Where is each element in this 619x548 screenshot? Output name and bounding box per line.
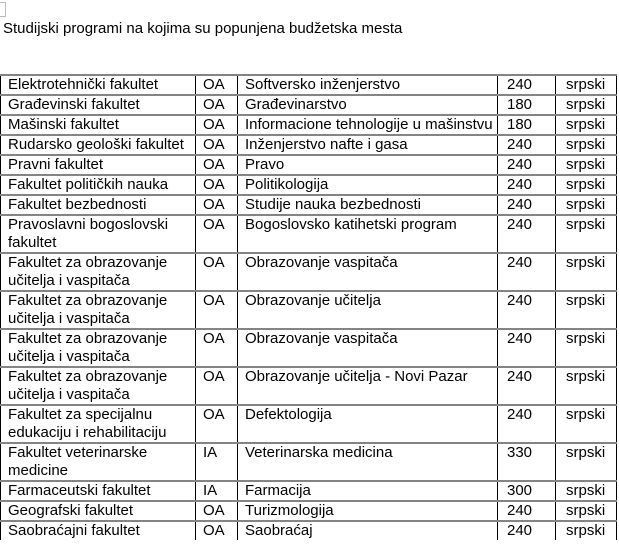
cell-language: srpski xyxy=(556,115,617,135)
cell-type: OA xyxy=(196,75,238,95)
cell-language: srpski xyxy=(556,501,617,521)
cell-language: srpski xyxy=(556,75,617,95)
cell-places: 240 xyxy=(498,75,556,95)
cell-type: IA xyxy=(196,481,238,501)
table-row xyxy=(1,367,617,405)
cell-language: srpski xyxy=(556,95,617,115)
cell-faculty: Fakultet bezbednosti xyxy=(1,195,196,215)
cell-places: 180 xyxy=(498,95,556,115)
cell-language: srpski xyxy=(556,405,617,443)
cell-program: Obrazovanje vaspitača xyxy=(238,253,498,291)
cell-faculty: Pravni fakultet xyxy=(1,155,196,175)
cell-program: Obrazovanje učitelja xyxy=(238,291,498,329)
cell-faculty: Elektrotehnički fakultet xyxy=(1,75,196,95)
cell-places: 240 xyxy=(498,253,556,291)
cell-type: OA xyxy=(196,135,238,155)
cell-language: srpski xyxy=(556,521,617,540)
cell-faculty: Fakultet za obrazovanje učitelja i vaspitača xyxy=(1,253,196,291)
table-row xyxy=(1,135,617,155)
cell-language: srpski xyxy=(556,155,617,175)
cell-type: OA xyxy=(196,115,238,135)
cell-program: Studije nauka bezbednosti xyxy=(238,195,498,215)
cell-program: Turizmologija xyxy=(238,501,498,521)
cell-places: 240 xyxy=(498,405,556,443)
cell-type: OA xyxy=(196,155,238,175)
cell-places: 240 xyxy=(498,501,556,521)
table-row xyxy=(1,115,617,135)
cell-program: Građevinarstvo xyxy=(238,95,498,115)
cell-places: 240 xyxy=(498,521,556,540)
cell-program: Obrazovanje učitelja - Novi Pazar xyxy=(238,367,498,405)
cell-type: IA xyxy=(196,443,238,481)
cell-program: Politikologija xyxy=(238,175,498,195)
cell-program: Farmacija xyxy=(238,481,498,501)
cell-places: 240 xyxy=(498,215,556,253)
table-row xyxy=(1,443,617,481)
cell-program: Obrazovanje vaspitača xyxy=(238,329,498,367)
cell-language: srpski xyxy=(556,367,617,405)
cell-faculty: Geografski fakultet xyxy=(1,501,196,521)
cell-language: srpski xyxy=(556,215,617,253)
cell-program: Pravo xyxy=(238,155,498,175)
cell-program: Veterinarska medicina xyxy=(238,443,498,481)
table-row xyxy=(1,521,617,540)
table-row xyxy=(1,75,617,95)
cell-program: Defektologija xyxy=(238,405,498,443)
cell-program: Inženjerstvo nafte i gasa xyxy=(238,135,498,155)
cell-faculty: Farmaceutski fakultet xyxy=(1,481,196,501)
cell-places: 180 xyxy=(498,115,556,135)
cell-type: OA xyxy=(196,291,238,329)
cell-type: OA xyxy=(196,175,238,195)
cell-faculty: Pravoslavni bogoslovski fakultet xyxy=(1,215,196,253)
table-row xyxy=(1,481,617,501)
cell-language: srpski xyxy=(556,135,617,155)
cell-language: srpski xyxy=(556,443,617,481)
cell-faculty: Rudarsko geološki fakultet xyxy=(1,135,196,155)
cell-places: 300 xyxy=(498,481,556,501)
programs-table xyxy=(0,74,617,540)
cell-type: OA xyxy=(196,253,238,291)
cell-program: Saobraćaj xyxy=(238,521,498,540)
cell-type: OA xyxy=(196,95,238,115)
cell-language: srpski xyxy=(556,253,617,291)
table-row xyxy=(1,329,617,367)
cell-program: Informacione tehnologije u mašinstvu xyxy=(238,115,498,135)
cell-type: OA xyxy=(196,521,238,540)
cell-language: srpski xyxy=(556,291,617,329)
table-row xyxy=(1,215,617,253)
cell-faculty: Fakultet veterinarske medicine xyxy=(1,443,196,481)
table-row xyxy=(1,95,617,115)
table-row xyxy=(1,155,617,175)
cell-places: 240 xyxy=(498,367,556,405)
cell-faculty: Fakultet za obrazovanje učitelja i vaspitača xyxy=(1,329,196,367)
selection-marker xyxy=(0,2,6,17)
cell-places: 240 xyxy=(498,175,556,195)
cell-language: srpski xyxy=(556,329,617,367)
cell-type: OA xyxy=(196,329,238,367)
cell-faculty: Građevinski fakultet xyxy=(1,95,196,115)
table-row xyxy=(1,501,617,521)
cell-program: Bogoslovsko katihetski program xyxy=(238,215,498,253)
cell-faculty: Fakultet za specijalnu edukaciju i rehabilitaciju xyxy=(1,405,196,443)
cell-language: srpski xyxy=(556,195,617,215)
cell-places: 240 xyxy=(498,195,556,215)
cell-places: 240 xyxy=(498,329,556,367)
table-row xyxy=(1,175,617,195)
cell-places: 240 xyxy=(498,155,556,175)
cell-places: 240 xyxy=(498,291,556,329)
cell-faculty: Mašinski fakultet xyxy=(1,115,196,135)
cell-type: OA xyxy=(196,501,238,521)
cell-language: srpski xyxy=(556,175,617,195)
cell-faculty: Fakultet za obrazovanje učitelja i vaspitača xyxy=(1,291,196,329)
cell-faculty: Fakultet za obrazovanje učitelja i vaspitača xyxy=(1,367,196,405)
cell-type: OA xyxy=(196,195,238,215)
cell-type: OA xyxy=(196,367,238,405)
cell-faculty: Fakultet političkih nauka xyxy=(1,175,196,195)
table-row xyxy=(1,405,617,443)
table-row xyxy=(1,253,617,291)
page-title: Studijski programi na kojima su popunjena budžetska mesta xyxy=(3,20,403,37)
table-row xyxy=(1,195,617,215)
cell-program: Softversko inženjerstvo xyxy=(238,75,498,95)
cell-faculty: Saobraćajni fakultet xyxy=(1,521,196,540)
cell-type: OA xyxy=(196,405,238,443)
cell-places: 240 xyxy=(498,135,556,155)
cell-places: 330 xyxy=(498,443,556,481)
cell-type: OA xyxy=(196,215,238,253)
table-row xyxy=(1,291,617,329)
cell-language: srpski xyxy=(556,481,617,501)
